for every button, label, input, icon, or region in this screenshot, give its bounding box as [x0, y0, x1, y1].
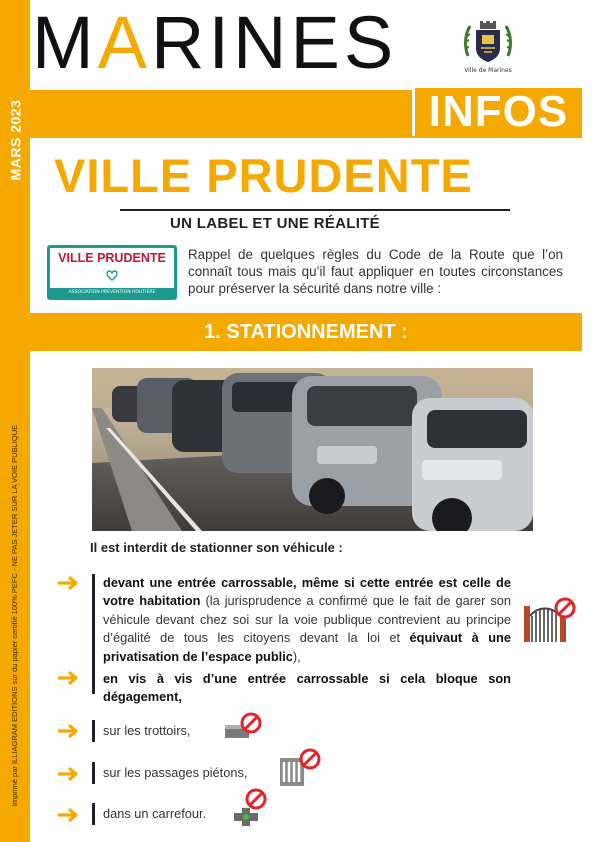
gate-no-parking-icon: [522, 596, 577, 644]
city-crest-icon: [462, 20, 514, 66]
rule-entree-carrossable: devant une entrée carrossable, même si cette entrée est celle de votre habitation (la jurisprudence a confirmé que le fait de garer son véhicule devant chez soi sur la voie publique contrevient au principe d’égalité de tous les citoyens devant la loi et équivaut à une privatisation de l’espace public),: [103, 575, 511, 664]
arrow-right-icon: [58, 808, 80, 822]
masthead-title: MARINES: [32, 1, 398, 84]
article-title: VILLE PRUDENTE: [54, 149, 473, 202]
rule-bar: [92, 803, 95, 825]
arrow-right-icon: [58, 576, 80, 590]
rule-carrefour: dans un carrefour.: [103, 806, 207, 821]
ville-prudente-label: [47, 245, 177, 300]
masthead-highlight-letter: A: [97, 1, 152, 84]
arrow-right-icon: [58, 724, 80, 738]
rule-vis-a-vis: en vis à vis d’une entrée carrossable si cela bloque son dégagement,: [103, 671, 511, 705]
rule-bar: [92, 574, 95, 694]
title-divider: [120, 209, 510, 211]
rule-trottoirs: sur les trottoirs,: [103, 723, 191, 738]
article-subtitle: UN LABEL ET UNE RÉALITÉ: [170, 215, 380, 232]
rule-passages-pietons: sur les passages piétons,: [103, 765, 248, 780]
crosswalk-no-parking-icon: [278, 748, 322, 788]
arrow-right-icon: [58, 671, 80, 685]
arrow-right-icon: [58, 767, 80, 781]
intro-paragraph: Rappel de quelques règles du Code de la Route que l’on connaît tous mais qu’il faut appliquer en toutes circonstances pour préserver la sécurité dans notre ville :: [188, 247, 563, 296]
label-title: VILLE PRUDENTE: [58, 251, 166, 265]
heart-icon: [105, 268, 119, 282]
parked-cars-photo: [92, 368, 533, 531]
intersection-no-parking-icon: [232, 788, 272, 828]
label-footer: ASSOCIATION PRÉVENTION ROUTIÈRE: [50, 288, 174, 297]
rule-bar: [92, 720, 95, 742]
section-title: 1. STATIONNEMENT :: [204, 321, 408, 343]
infos-label: INFOS: [428, 87, 569, 136]
infos-box: [412, 88, 582, 136]
prohibition-intro: Il est interdit de stationner son véhicule :: [90, 540, 343, 555]
rule-bar: [92, 762, 95, 784]
sidewalk-no-parking-icon: [223, 712, 263, 742]
issue-date: MARS 2023: [7, 99, 24, 181]
emblem-caption: Ville de Marines: [464, 67, 512, 74]
imprint-notice: Imprimé par ILLIAGRAM EDITIONS sur du papier certifié 100% PEFC - NE PAS JETER SUR LA VOIE PUBLIQUE: [10, 424, 20, 806]
